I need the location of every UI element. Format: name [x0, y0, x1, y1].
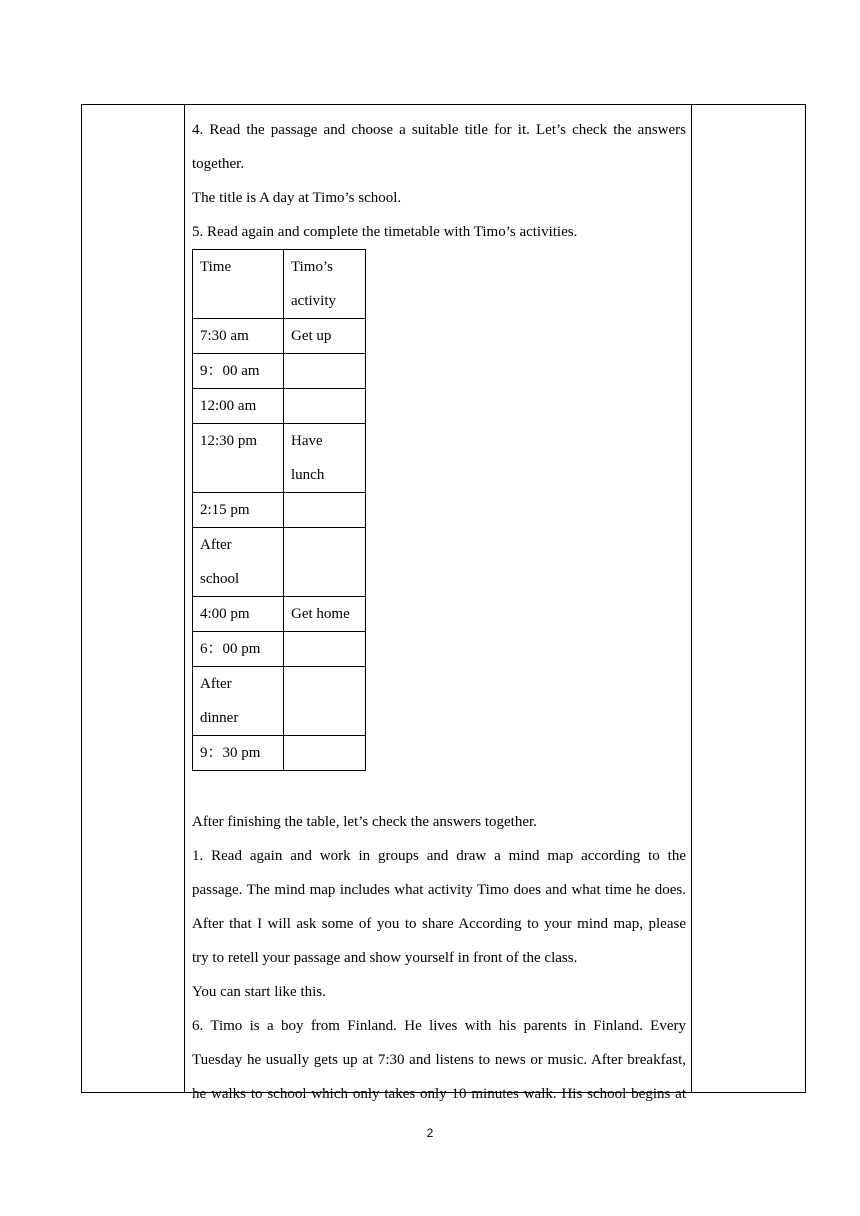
header-time: Time [193, 250, 284, 319]
time-cell: 12:30 pm [193, 424, 284, 493]
activity-cell [284, 667, 366, 736]
column-divider-right [691, 105, 692, 1092]
time-cell: 7:30 am [193, 319, 284, 354]
time-cell: After dinner [193, 667, 284, 736]
table-row [193, 493, 366, 528]
table-row [193, 528, 366, 597]
step6-line2: Tuesday he usually gets up at 7:30 and listens to news or music. After breakfast, [192, 1052, 686, 1068]
time-cell: 9：30 pm [193, 736, 284, 771]
time-cell: After school [193, 528, 284, 597]
activity-cell [284, 389, 366, 424]
table-row [193, 319, 366, 354]
timetable-header-row [193, 250, 366, 319]
after-table-text: After finishing the table, let’s check the answers together. [192, 814, 537, 830]
mindmap-line3: After that I will ask some of you to share According to your mind map, please [192, 916, 686, 932]
time-cell: 4:00 pm [193, 597, 284, 632]
lesson-table [81, 104, 806, 1102]
table-row [193, 667, 366, 736]
step6-line1: 6. Timo is a boy from Finland. He lives with his parents in Finland. Every [192, 1018, 686, 1034]
activity-cell [284, 632, 366, 667]
activity-cell [284, 736, 366, 771]
activity-cell [284, 354, 366, 389]
mindmap-line5: You can start like this. [192, 984, 326, 1000]
step5-instruction: 5. Read again and complete the timetable with Timo’s activities. [192, 224, 578, 240]
step4-line2: together. [192, 156, 245, 172]
mindmap-line2: passage. The mind map includes what activity Timo does and what time he does. [192, 882, 686, 898]
time-cell: 2:15 pm [193, 493, 284, 528]
activity-cell [284, 528, 366, 597]
step4-line1: 4. Read the passage and choose a suitable title for it. Let’s check the answers [192, 122, 686, 138]
activity-cell [284, 493, 366, 528]
table-row [193, 597, 366, 632]
mindmap-line4: try to retell your passage and show yourself in front of the class. [192, 950, 578, 966]
page-number: 2 [426, 1126, 434, 1140]
time-cell: 6：00 pm [193, 632, 284, 667]
activity-cell: Get home [284, 597, 366, 632]
header-activity: Timo’s activity [284, 250, 366, 319]
table-row [193, 354, 366, 389]
lesson-content [192, 113, 686, 1111]
title-answer: The title is A day at Timo’s school. [192, 190, 402, 206]
mindmap-line1: 1. Read again and work in groups and draw a mind map according to the [192, 848, 686, 864]
time-cell: 12:00 am [193, 389, 284, 424]
blank-line [192, 771, 686, 805]
activity-cell: Have lunch [284, 424, 366, 493]
table-row [193, 424, 366, 493]
activity-cell: Get up [284, 319, 366, 354]
step6-line3: he walks to school which only takes only 10 minutes walk. His school begins at [192, 1086, 686, 1102]
table-row [193, 632, 366, 667]
column-divider-left [184, 105, 185, 1092]
table-row [193, 736, 366, 771]
time-cell: 9：00 am [193, 354, 284, 389]
timetable [192, 249, 366, 771]
table-row [193, 389, 366, 424]
